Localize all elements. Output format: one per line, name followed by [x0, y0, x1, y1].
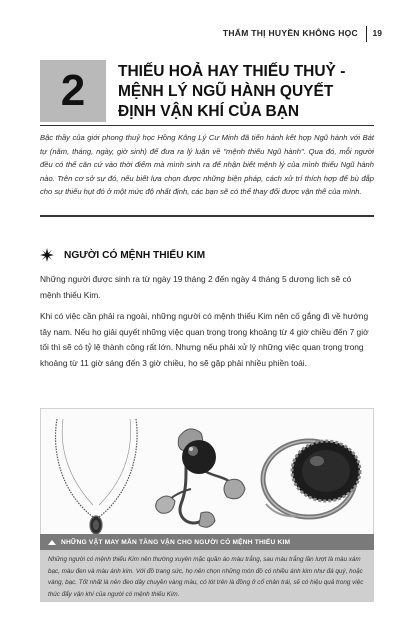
necklace-image — [56, 419, 138, 534]
chapter-title: THIẾU HOẢ HAY THIẾU THUỶ - MỆNH LÝ NGŨ HÀNH QUYẾT ĐỊNH VẬN KHÍ CỦA BẠN — [118, 63, 346, 120]
intro-paragraph: Bậc thầy của giới phong thuỷ học Hồng Kông Lý Cư Minh đã tiến hành kết hợp Ngũ hành với Bát tự (năm, tháng, ngày, giờ sinh) để đưa ra lý luận về "mệnh thiếu Ngũ hành". Qua đó, mỗi người đều có thể căn cứ vào thời điểm mà mình sinh ra để nhận biết mệnh lý của mình thiếu Ngũ hành nào. Trên cơ sở sự đó, nếu biết lựa chọn được những biện pháp, cách xử trí thích hợp để bù đắp cho sự thiếu hụt đó ở một mức độ nhất định, các bạn sẽ có thể thay đổi được vận thế của mình. — [40, 133, 374, 197]
figure-caption-text: Những người có mệnh thiếu Kim nên thường xuyên mặc quần áo màu trắng, sau màu trắng lần lượt là màu xám bạc, màu đen và màu ánh kim. Với đồ trang sức, họ nên chọn những món đồ có nhiều ánh kim như đá quý, hoặc vàng, bạc. Tốt nhất là nên đeo dây chuyền vàng màu, có lót trên là đồng ở cổ chân trái, sẽ có hiệu quả trong việc thúc đẩy vận khí của người có mệnh thiếu Kim. — [40, 550, 374, 602]
figure-caption-title: NHỮNG VẬT MAY MẮN TĂNG VẬN CHO NGƯỜI CÓ MỆNH THIẾU KIM — [61, 538, 291, 546]
running-head-separator — [366, 26, 367, 42]
divider-top — [40, 125, 374, 126]
chapter-number: 2 — [60, 66, 86, 115]
ring-image — [263, 441, 360, 517]
body-paragraph-1: Những người được sinh ra từ ngày 19 tháng 2 đến ngày 4 tháng 5 dương lịch sẽ có mệnh thiếu Kim. — [40, 274, 352, 300]
star-icon — [40, 248, 54, 262]
page-number: 19 — [372, 28, 382, 38]
section-heading-label: NGƯỜI CÓ MỆNH THIẾU KIM — [64, 249, 206, 261]
jewelry-illustration — [41, 409, 375, 539]
divider-bottom — [40, 215, 374, 217]
body-paragraph-2: Khi có việc cần phải ra ngoài, những người có mệnh thiếu Kim nên cố gắng đi về hướng tây nam. Nếu họ giải quyết những việc quan trọng trong khoảng từ 4 giờ chiều đến 7 giờ tối thì sẽ có tỷ lệ thành công rất lớn. Nhưng nếu phải xử lý những việc quan trọng trong khoảng từ 11 giờ sáng đến 3 giờ chiều, họ sẽ gặp phải nhiều phiền toái. — [40, 311, 369, 368]
running-head — [0, 26, 416, 44]
running-head-title: THẨM THỊ HUYỀN KHÔNG HỌC — [222, 28, 358, 38]
figure-caption-bar — [40, 534, 374, 550]
pearl-brooch-image — [156, 429, 245, 527]
chapter-number-box — [40, 60, 106, 122]
triangle-icon — [48, 540, 56, 545]
section-heading — [40, 248, 205, 262]
